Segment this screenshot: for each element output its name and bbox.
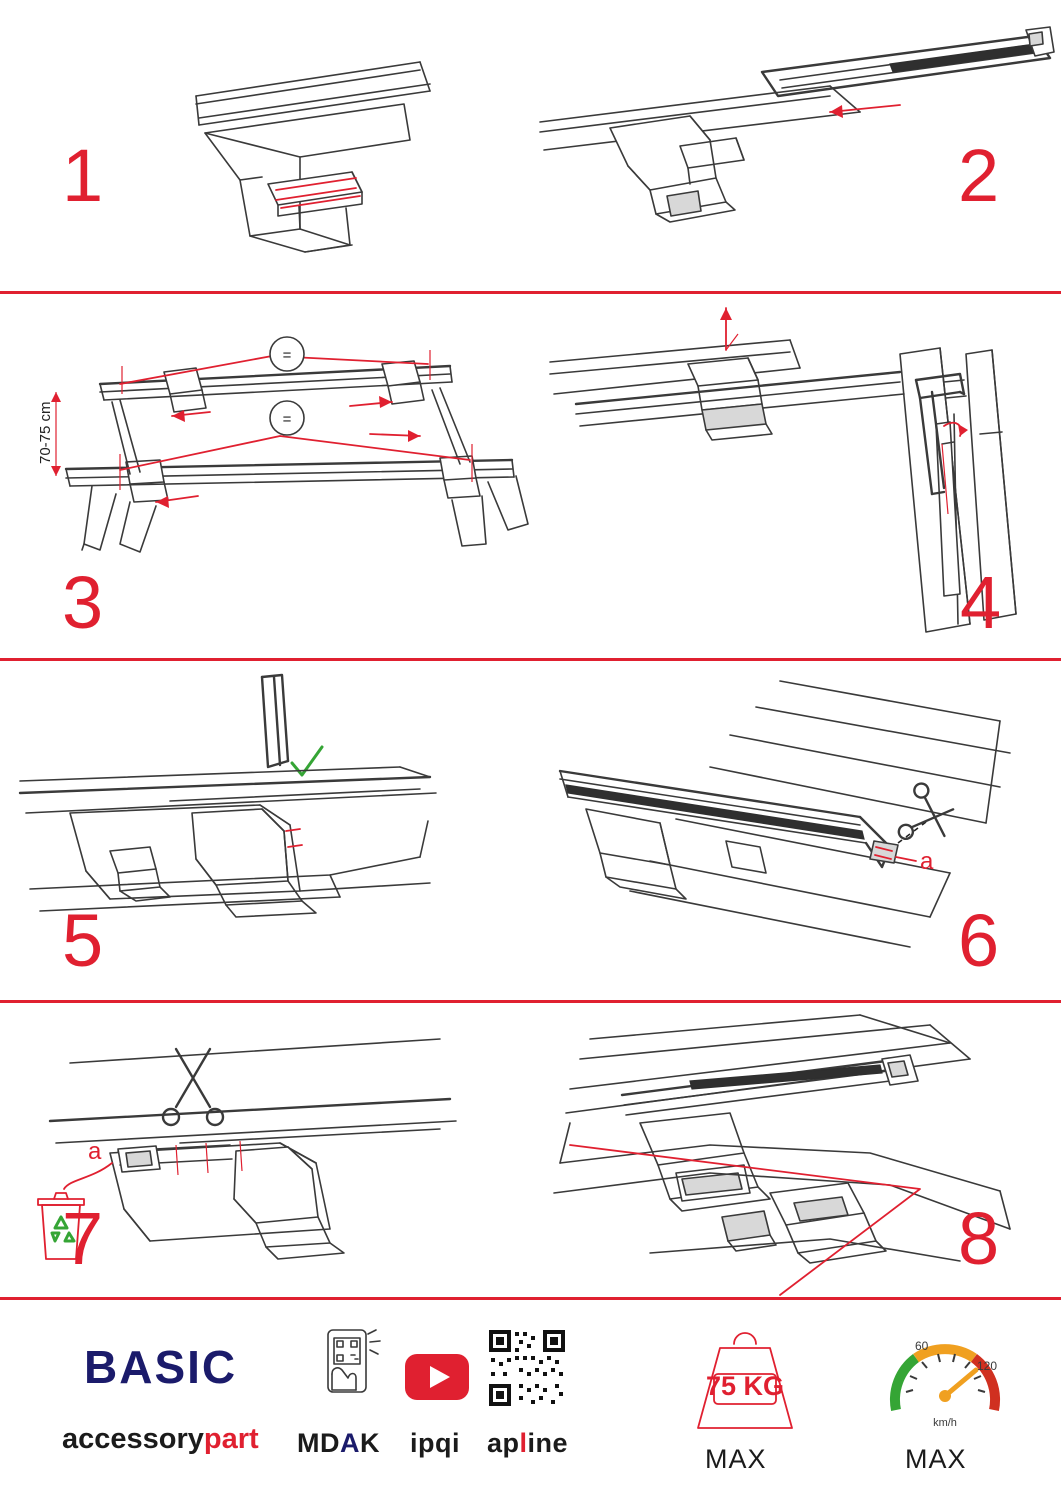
step-1-panel [0,0,530,291]
step-7-part-label: a [88,1138,102,1165]
brand-basic: BASIC [84,1341,238,1393]
step-3-panel [0,294,540,658]
max-speed-icon [880,1318,1010,1438]
step-8-panel [530,1003,1061,1297]
step-2-number: 2 [958,134,999,217]
equal-mark-top: = [282,347,292,364]
brand-accessorypart [62,1423,259,1456]
mdak-text-before: MD [297,1428,340,1458]
step-1-number: 1 [62,134,103,217]
step-4-panel [540,294,1061,658]
step-4-number: 4 [960,561,1001,644]
step-7-panel [0,1003,530,1297]
max-load-value: 75 KG [705,1371,785,1401]
logo-ipqi-label: ipqi [410,1428,460,1458]
apline-text-before: ap [487,1428,520,1458]
step-6-panel [530,661,1061,1000]
step-7-number: 7 [62,1197,103,1280]
brand-accessory-text: accessory [62,1423,204,1455]
gauge-tick-120: 120 [977,1359,998,1373]
qr-code-icon [487,1328,567,1408]
step-5-number: 5 [62,899,103,982]
brand-part-text: part [203,1423,259,1455]
mdak-phone-icon [310,1328,390,1418]
max-load-label: MAX [705,1444,767,1474]
step-2-panel [530,0,1061,291]
step-3-dimension: 70-75 cm [37,401,54,464]
max-speed-label: MAX [905,1444,967,1474]
logo-apline-label [487,1428,568,1459]
logo-mdak-label [297,1428,380,1459]
step-8-number: 8 [958,1197,999,1280]
apline-text-after: ine [527,1428,569,1458]
step-5-panel [0,661,530,1000]
apline-accent: l [519,1428,528,1458]
speed-unit: km/h [933,1417,957,1429]
youtube-icon[interactable] [405,1354,469,1400]
gauge-tick-60: 60 [915,1339,929,1353]
step-6-number: 6 [958,899,999,982]
step-6-part-label: a [920,848,934,875]
mdak-text-after: K [360,1428,380,1458]
equal-mark-bottom: = [282,411,292,428]
footer [0,1300,1061,1500]
step-3-number: 3 [62,561,103,644]
mdak-accent: A [340,1428,360,1458]
max-load-icon [680,1318,810,1438]
